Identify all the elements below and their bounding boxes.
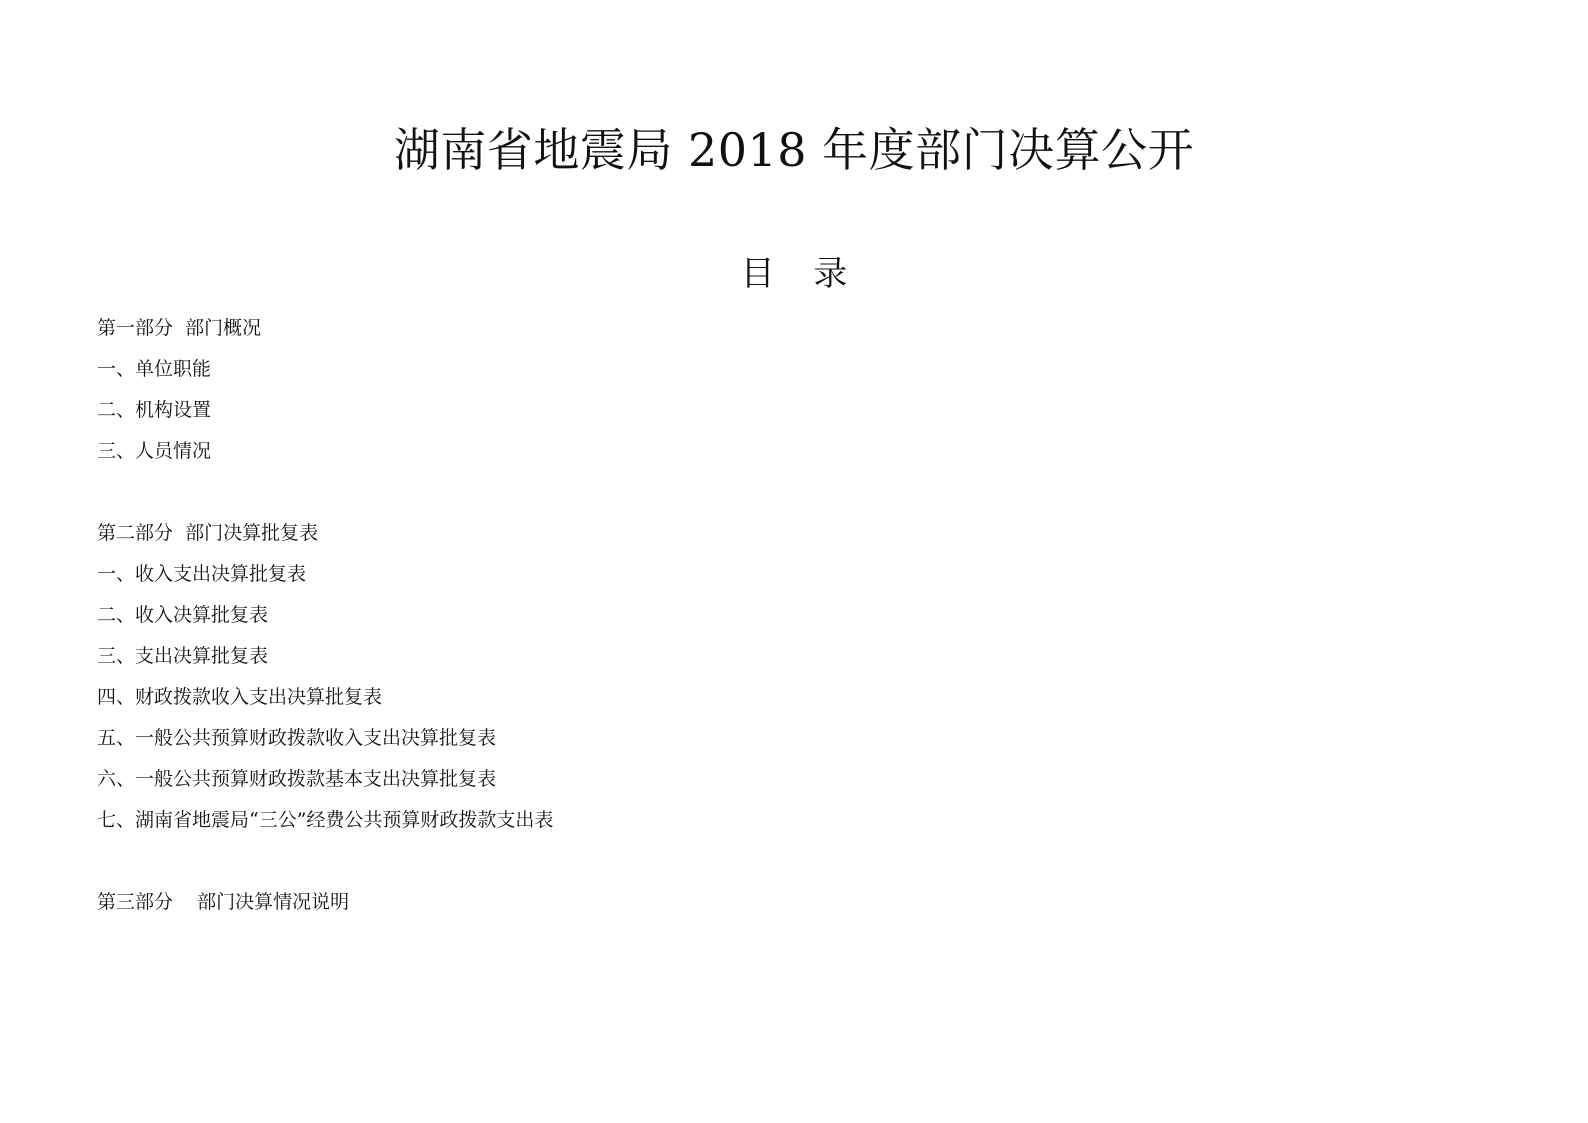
toc-item: 一、单位职能: [97, 358, 212, 380]
toc-part1-heading: 第一部分 部门概况: [97, 317, 262, 339]
toc-item: 四、财政拨款收入支出决算批复表: [97, 686, 383, 708]
toc-item: 三、人员情况: [97, 440, 212, 462]
toc-heading: 目 录: [740, 254, 848, 294]
toc-item: 三、支出决算批复表: [97, 645, 269, 667]
document-title: 湖南省地震局 2018 年度部门决算公开: [393, 123, 1195, 177]
toc-part2-heading: 第二部分 部门决算批复表: [97, 522, 319, 544]
toc-item: 五、一般公共预算财政拨款收入支出决算批复表: [97, 727, 497, 749]
toc-item: 七、湖南省地震局“三公”经费公共预算财政拨款支出表: [97, 809, 554, 831]
toc-item: 二、收入决算批复表: [97, 604, 269, 626]
toc-part3-heading: 第三部分 部门决算情况说明: [97, 891, 350, 913]
toc-item: 二、机构设置: [97, 399, 212, 421]
toc-item: 六、一般公共预算财政拨款基本支出决算批复表: [97, 768, 497, 790]
toc-item: 一、收入支出决算批复表: [97, 563, 307, 585]
